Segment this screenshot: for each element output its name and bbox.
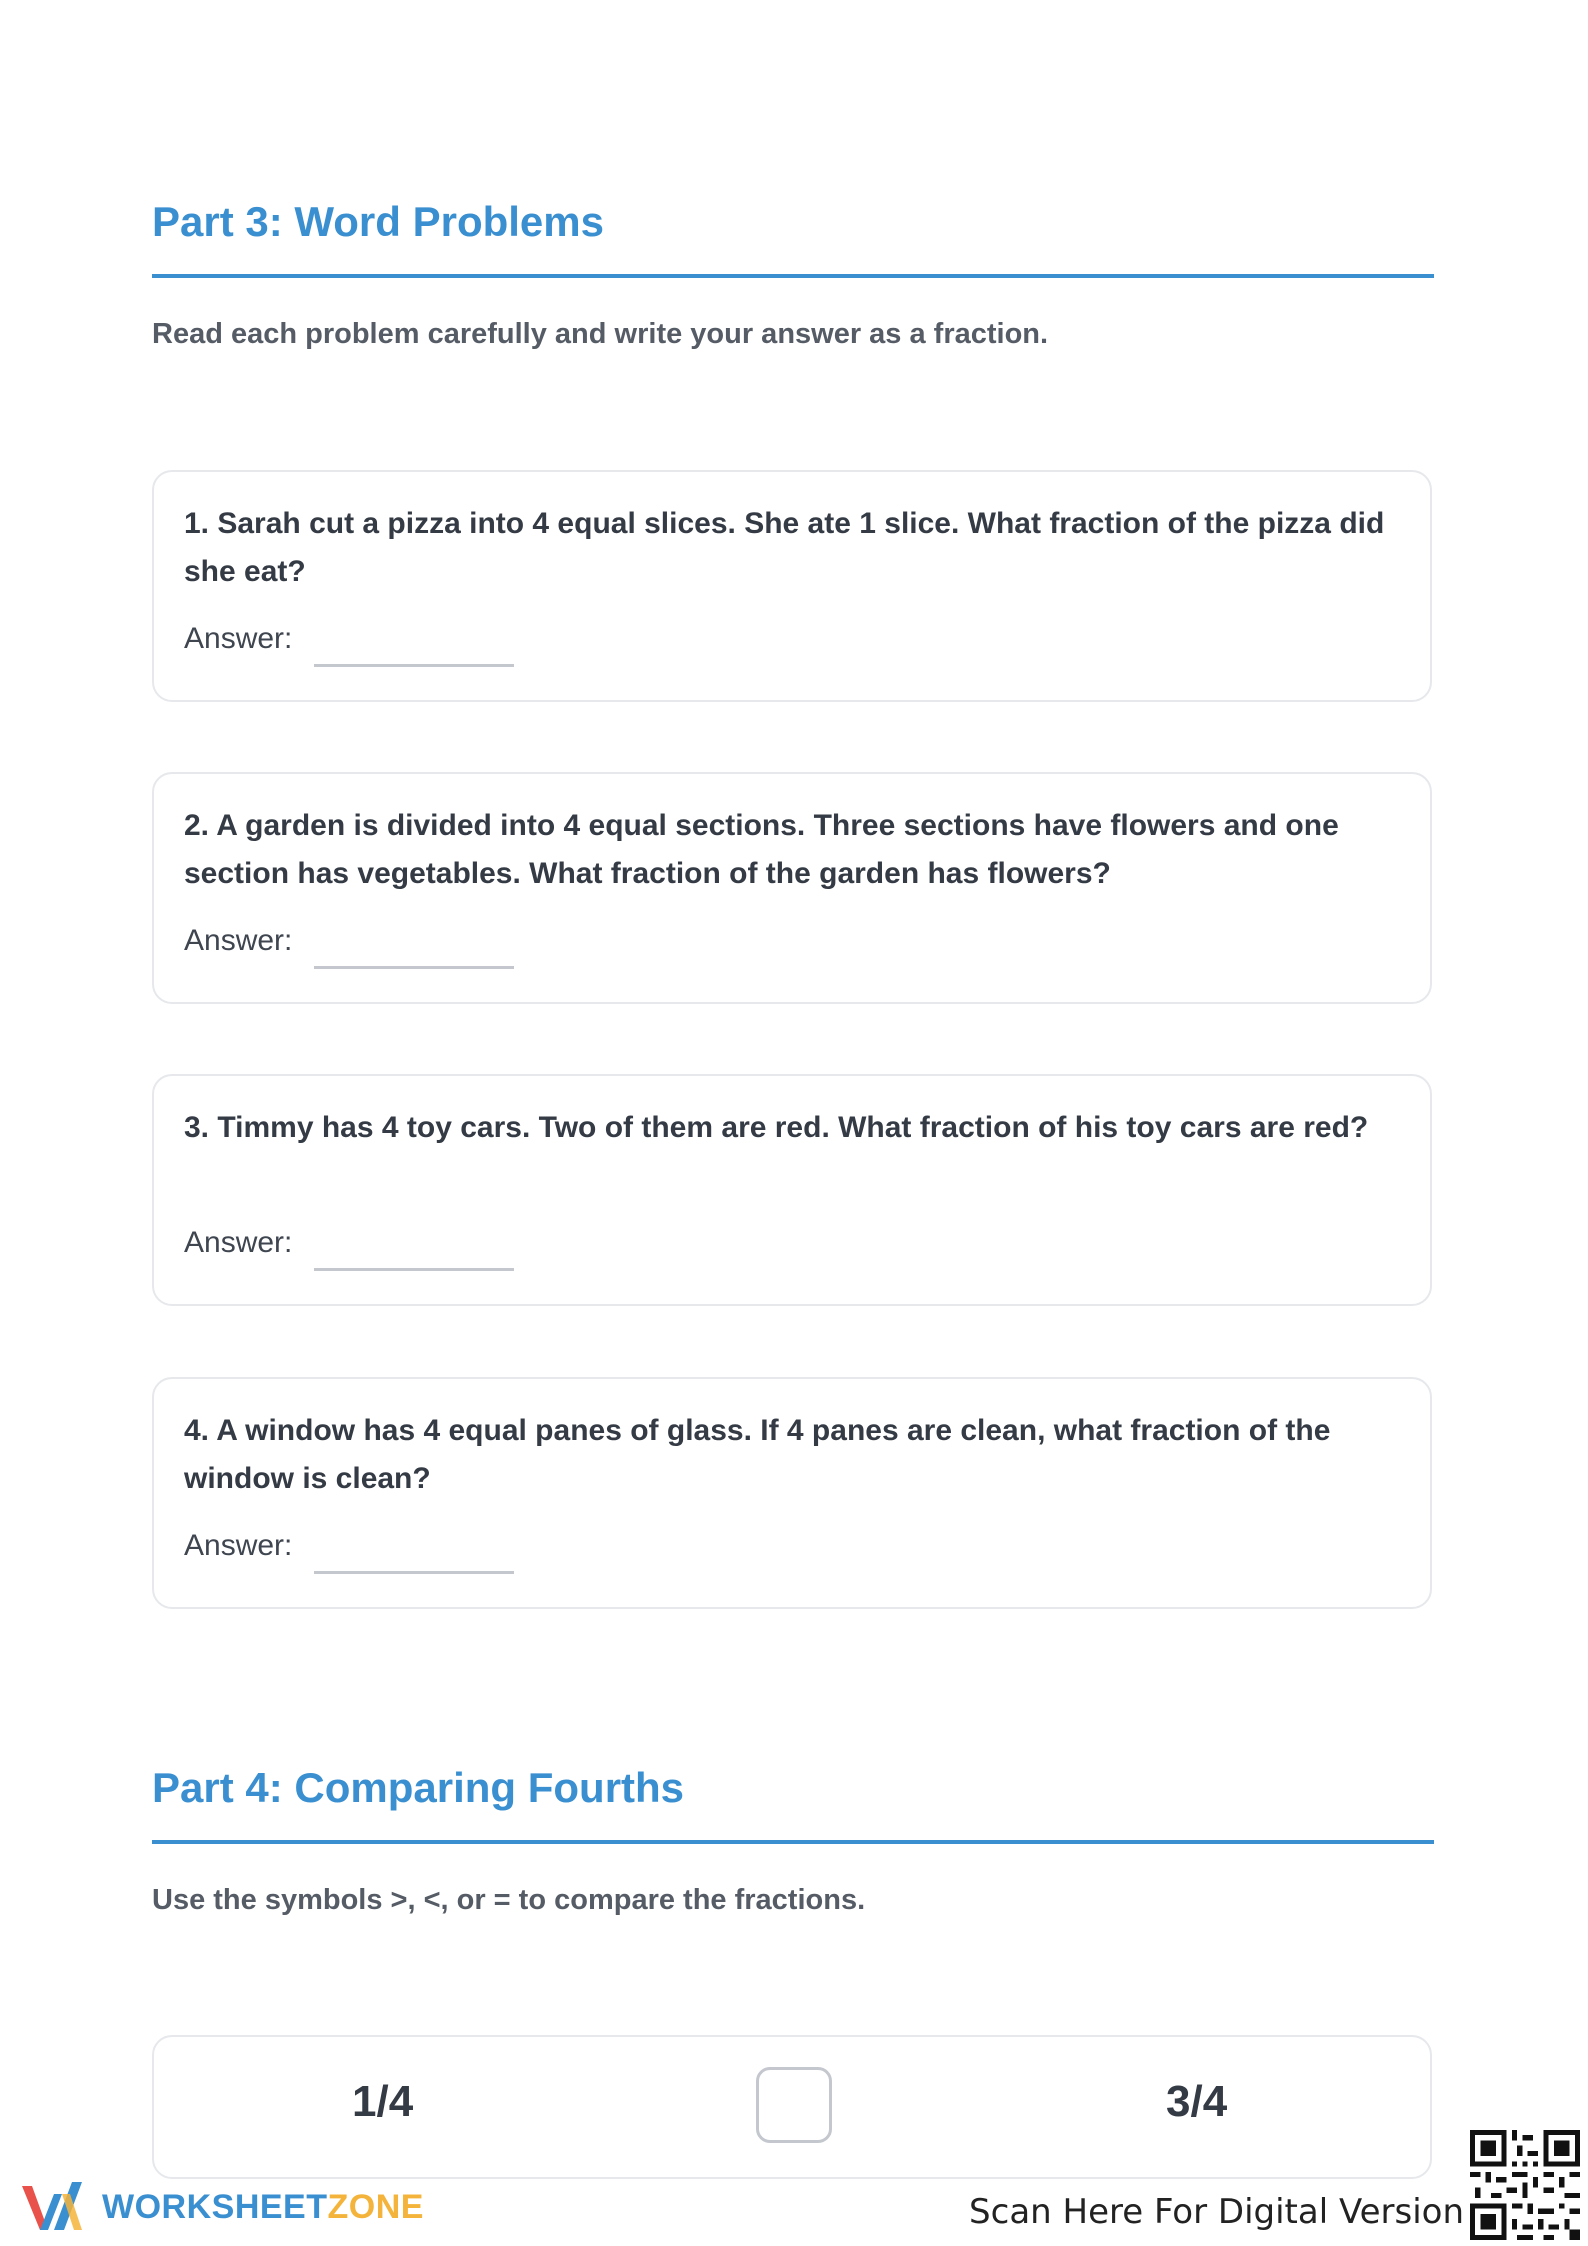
scan-caption: Scan Here For Digital Version bbox=[969, 2192, 1464, 2232]
qr-code-icon[interactable] bbox=[1470, 2130, 1580, 2240]
problem-text: 1. Sarah cut a pizza into 4 equal slices. She ate 1 slice. What fraction of the pizza did she eat? bbox=[184, 507, 1385, 588]
worksheetzone-logo bbox=[18, 2176, 424, 2238]
part4-title: Part 4: Comparing Fourths bbox=[152, 1764, 685, 1811]
problem-card-4 bbox=[152, 1377, 1432, 1609]
problem-text: 2. A garden is divided into 4 equal sections. Three sections have flowers and one section has vegetables. What fraction of the garden has flowers? bbox=[184, 809, 1339, 890]
brand-name: WORKSHEETZONE bbox=[102, 2187, 424, 2226]
left-fraction: 1/4 bbox=[352, 2077, 414, 2126]
part3-title: Part 3: Word Problems bbox=[152, 198, 604, 245]
problem-text: 4. A window has 4 equal panes of glass. If 4 panes are clean, what fraction of the window is clean? bbox=[184, 1414, 1331, 1495]
right-fraction: 3/4 bbox=[1166, 2077, 1228, 2126]
comparison-card bbox=[152, 2035, 1432, 2179]
answer-label: Answer: bbox=[184, 1529, 293, 1562]
answer-label: Answer: bbox=[184, 1226, 293, 1259]
problem-text: 3. Timmy has 4 toy cars. Two of them are red. What fraction of his toy cars are red? bbox=[184, 1111, 1369, 1144]
answer-label: Answer: bbox=[184, 924, 293, 957]
problem-card-2 bbox=[152, 772, 1432, 1004]
problem-card-3 bbox=[152, 1074, 1432, 1306]
worksheetzone-logo-icon bbox=[18, 2176, 92, 2238]
part3-divider bbox=[152, 274, 1434, 278]
problem-card-1 bbox=[152, 470, 1432, 702]
answer-blank[interactable] bbox=[314, 966, 514, 969]
answer-blank[interactable] bbox=[314, 1571, 514, 1574]
comparison-symbol-box[interactable] bbox=[756, 2067, 832, 2143]
part3-instructions: Read each problem carefully and write your answer as a fraction. bbox=[152, 318, 1049, 350]
answer-blank[interactable] bbox=[314, 1268, 514, 1271]
part4-divider bbox=[152, 1840, 1434, 1844]
answer-label: Answer: bbox=[184, 622, 293, 655]
answer-blank[interactable] bbox=[314, 664, 514, 667]
part4-instructions: Use the symbols >, <, or = to compare the fractions. bbox=[152, 1884, 866, 1916]
